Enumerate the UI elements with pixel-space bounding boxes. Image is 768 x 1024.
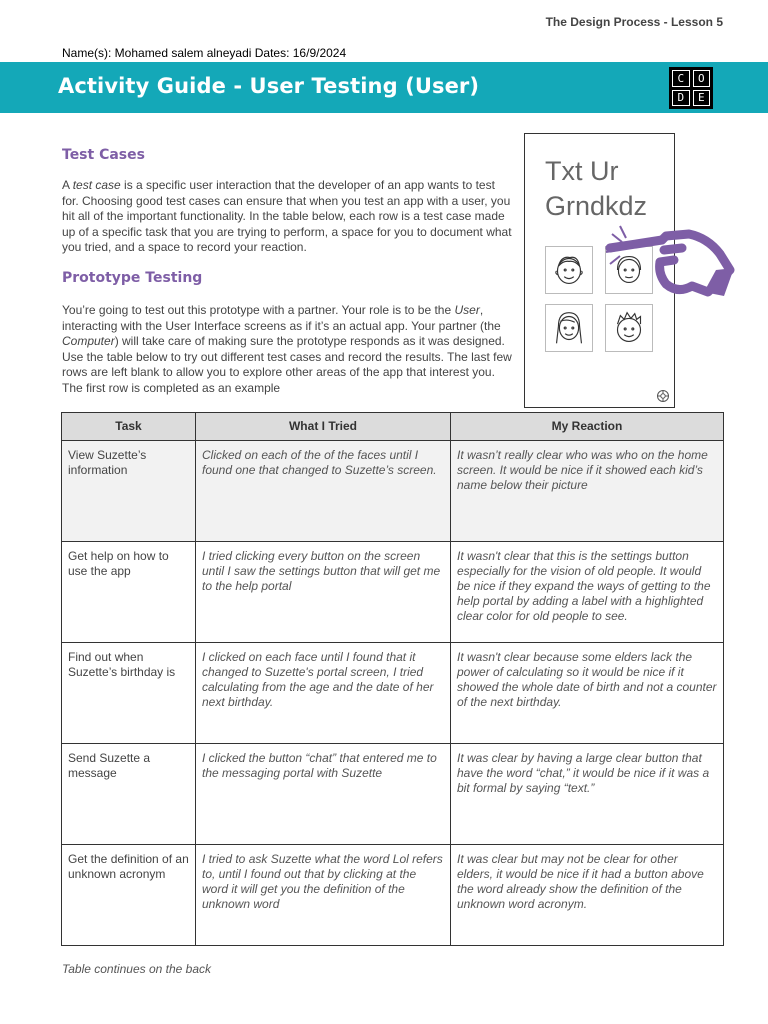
test-cases-paragraph: [62, 178, 512, 256]
task-cell: Send Suzette a message: [62, 744, 196, 845]
task-cell: View Suzette’s information: [62, 441, 196, 542]
prototype-text-1: You’re going to test out this prototype with a partner. Your role is to be the: [62, 303, 455, 317]
code-logo: [669, 67, 713, 109]
column-header-my-reaction: My Reaction: [451, 413, 724, 441]
app-title: Txt Ur Grndkdz: [545, 156, 648, 221]
table-row: [62, 643, 724, 744]
my-reaction-cell: It wasn’t really clear who was who on the home screen. It would be nice if it showed each kid’s name below their picture: [451, 441, 724, 542]
my-reaction-cell: It was clear but may not be clear for other elders, it would be nice if it had a button above the word already show the definition of the unknown word acronym.: [451, 845, 724, 946]
what-i-tried-cell: I tried to ask Suzette what the word Lol refers to, until I found out that by clicking at the word it will get you the definition of the unknown word: [196, 845, 451, 946]
settings-icon[interactable]: [656, 389, 670, 403]
boy-face-icon: [545, 246, 593, 294]
what-i-tried-cell: I tried clicking every button on the screen until I saw the settings button that will get me to the help portal: [196, 542, 451, 643]
table-row: [62, 542, 724, 643]
prototype-text-3: ) will take care of making sure the prototype responds as it was designed. Use the table below to try out different test cases and record the results. The last few rows are left blank to allow you to explore other areas of the app that interest you. The first row is completed as an example: [62, 334, 512, 395]
logo-letter: D: [672, 90, 690, 107]
names-dates-line: Name(s): Mohamed salem alneyadi Dates: 16/9/2024: [62, 46, 347, 60]
my-reaction-cell: It was clear by having a large clear button that have the word “chat,” it would be nice if it was a bit formal by saying “text.”: [451, 744, 724, 845]
prototype-text-2: , interacting with the User Interface screens as if it’s an actual app. Your partner (the: [62, 303, 501, 333]
intro-rest: is a specific user interaction that the developer of an app wants to test for. Choosing good test cases can ensure that when you test an app with a user, you hit all of the important functionality. In the table below, each row is a test case made up of a specific task that you are trying to perform, a space for you to document what you tried, and a space to record your reaction.: [62, 178, 512, 254]
task-cell: Get the definition of an unknown acronym: [62, 845, 196, 946]
pointing-hand-icon: [604, 210, 739, 310]
intro-prefix: A: [62, 178, 73, 192]
title-banner: [0, 62, 768, 113]
my-reaction-cell: It wasn't clear because some elders lack the power of calculating so it would be nice if it showed the whole date of birth and not a counter of the next birthday.: [451, 643, 724, 744]
logo-letter: E: [693, 90, 711, 107]
spiky-hair-boy-face-icon: [605, 304, 653, 352]
user-emphasis: User: [454, 303, 480, 317]
table-continues-note: Table continues on the back: [62, 962, 211, 976]
table-row: [62, 441, 724, 542]
logo-letter: O: [693, 70, 711, 87]
task-cell: Get help on how to use the app: [62, 542, 196, 643]
table-row: [62, 845, 724, 946]
computer-emphasis: Computer: [62, 334, 115, 348]
test-cases-heading: Test Cases: [62, 147, 145, 163]
column-header-task: Task: [62, 413, 196, 441]
prototype-testing-heading: Prototype Testing: [62, 270, 203, 286]
test-cases-table: [61, 412, 724, 946]
intro-emphasis: test case: [72, 178, 121, 192]
logo-letter: C: [672, 70, 690, 87]
prototype-testing-paragraph: [62, 303, 512, 396]
my-reaction-cell: It wasn't clear that this is the settings button especially for the vision of old people. It would be nice if they expand the ways of getting to the help portal by adding a label with a highlighted clear color for old people to see.: [451, 542, 724, 643]
task-cell: Find out when Suzette’s birthday is: [62, 643, 196, 744]
what-i-tried-cell: I clicked on each face until I found that it changed to Suzette's portal screen, I tried calculating from the age and the date of her next birthday.: [196, 643, 451, 744]
what-i-tried-cell: I clicked the button “chat” that entered me to the messaging portal with Suzette: [196, 744, 451, 845]
table-row: [62, 744, 724, 845]
what-i-tried-cell: Clicked on each of the of the faces until I found one that changed to Suzette’s screen.: [196, 441, 451, 542]
long-hair-girl-face-icon: [545, 304, 593, 352]
activity-title: Activity Guide - User Testing (User): [58, 74, 480, 98]
table-header-row: [62, 413, 724, 441]
lesson-label: The Design Process - Lesson 5: [545, 15, 723, 29]
column-header-what-i-tried: What I Tried: [196, 413, 451, 441]
